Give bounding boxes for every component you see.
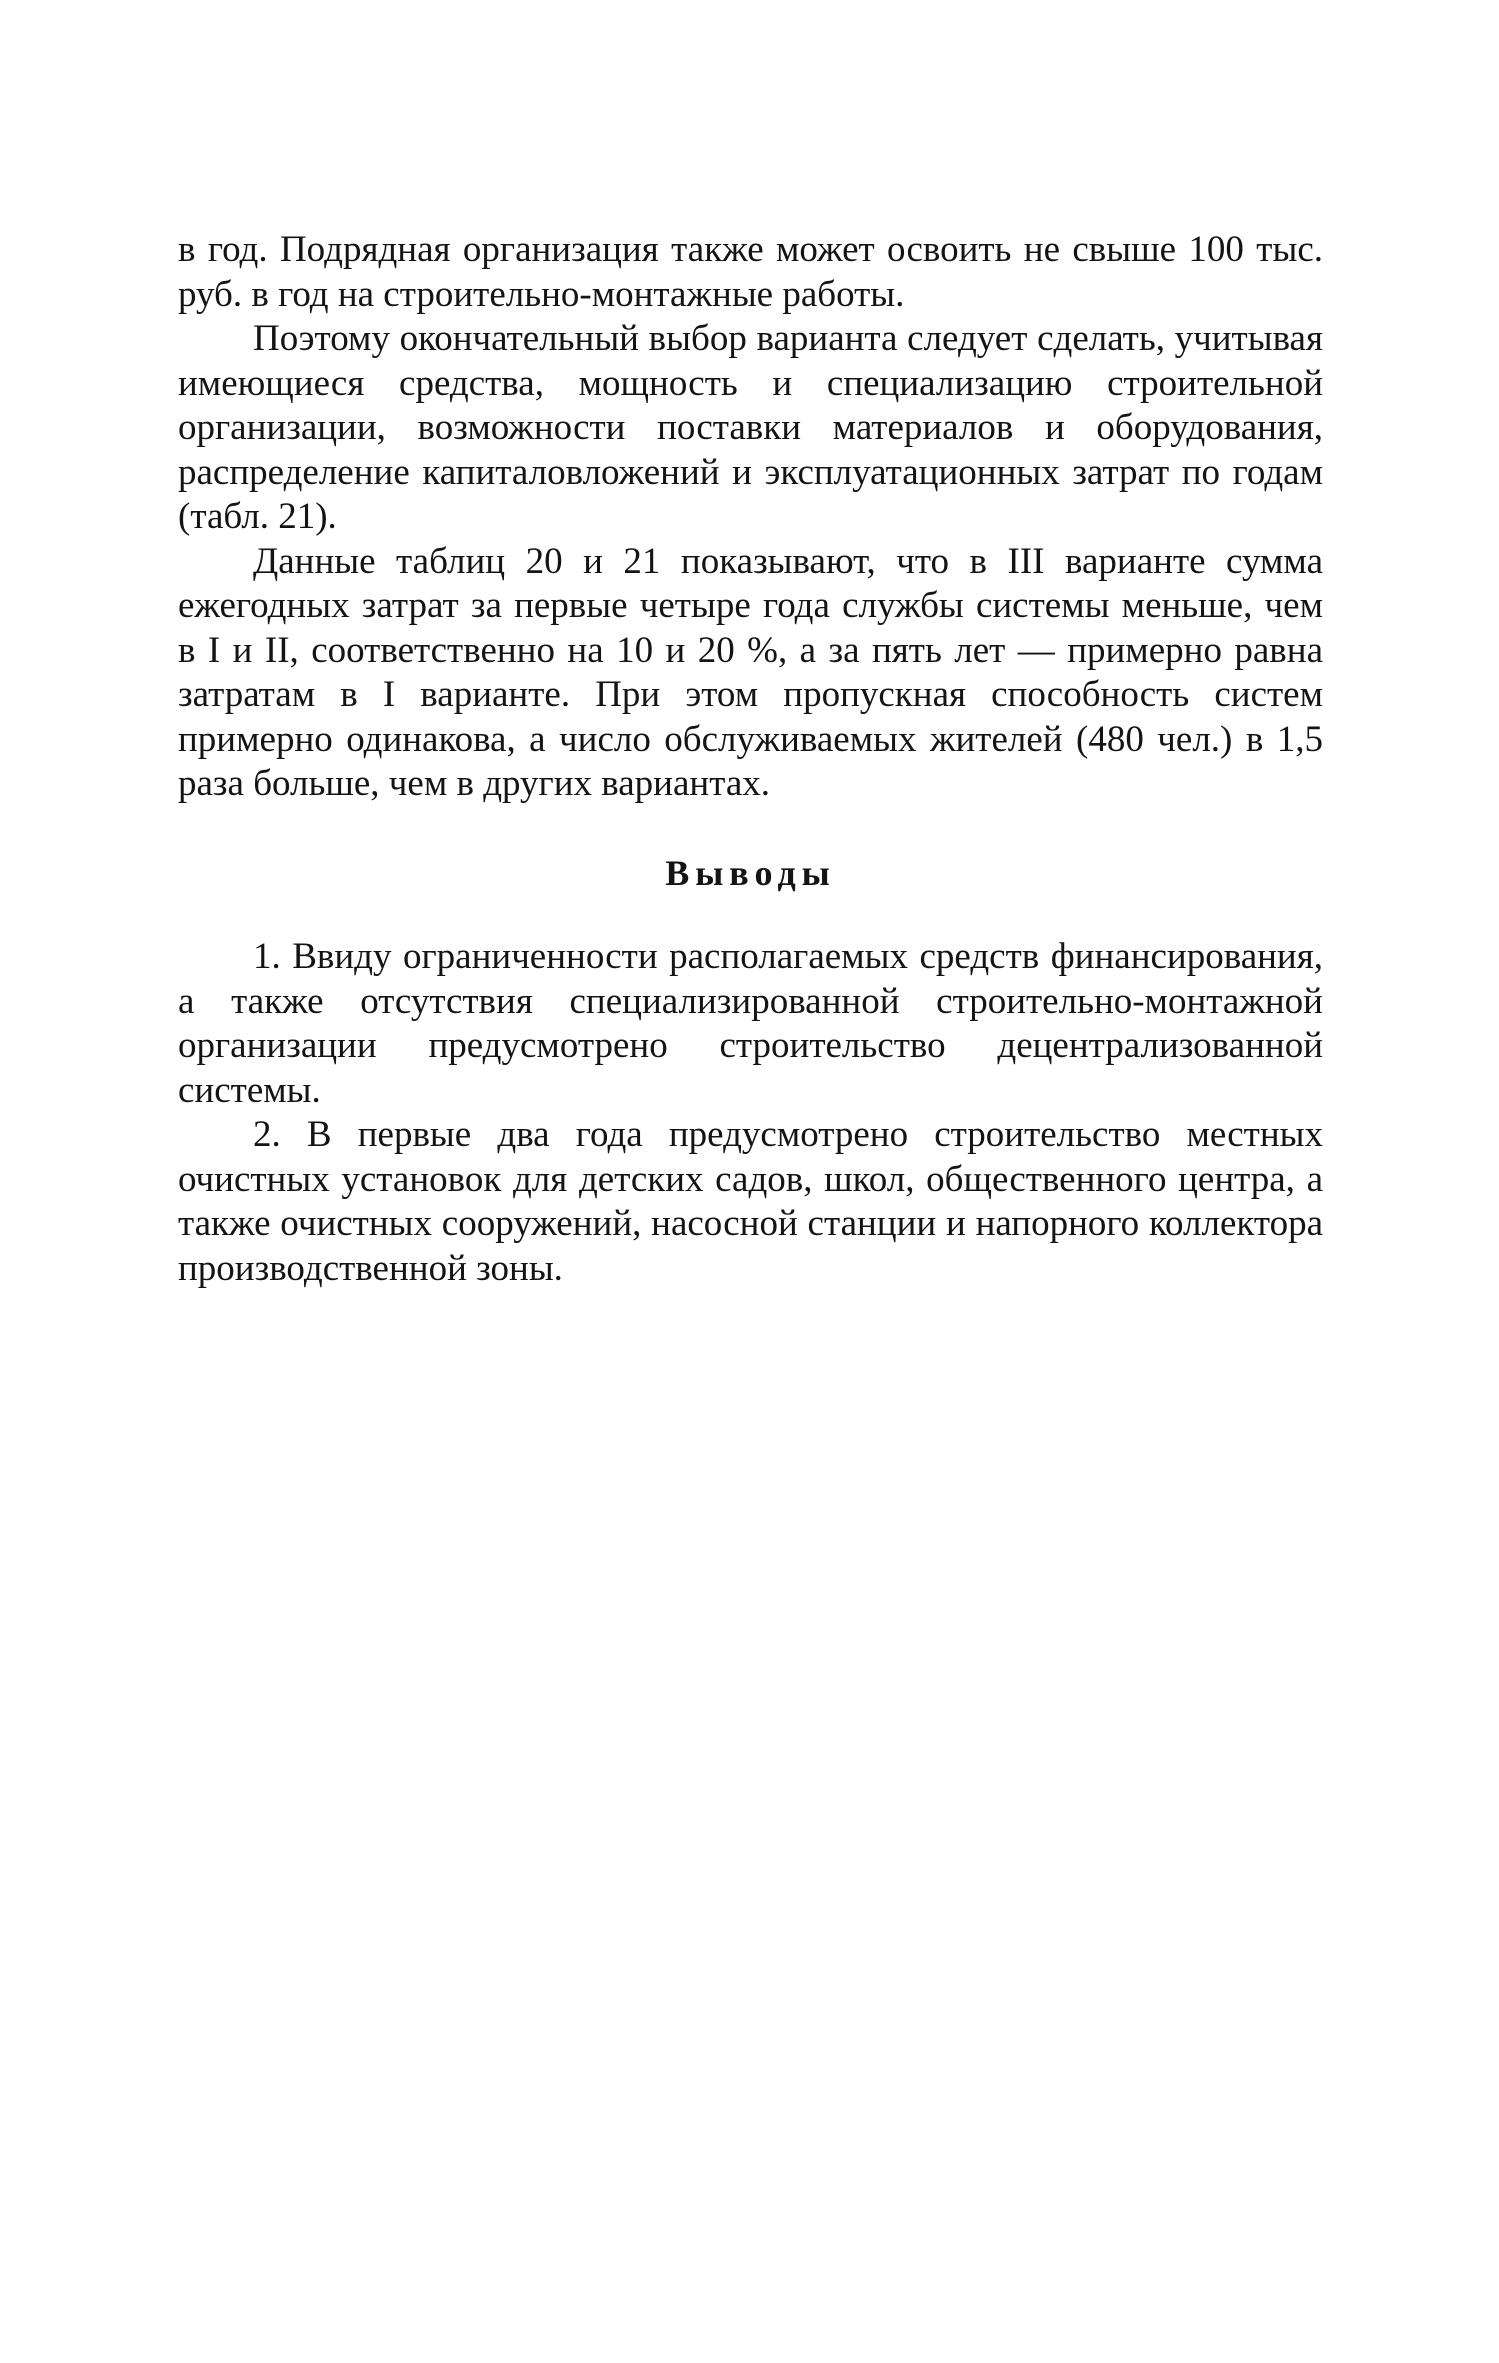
conclusion-item-1: 1. Ввиду ограниченности располагаемых средств финансирования, а также отсутствия специализированной строительно-монтажной организации предусмотрено строительство децентрализованной системы. (178, 936, 1323, 1111)
paragraph-variant-choice: Поэтому окончательный выбор варианта следует сделать, учитывая имеющиеся средства, мощность и специализацию строительной организации, возможности поставки материалов и оборудования, распределение капиталовложений и эксплуатационных затрат по годам (табл. 21). (178, 318, 1323, 537)
document-body (178, 228, 1323, 1291)
paragraph-tables-comparison: Данные таблиц 20 и 21 показывают, что в III варианте сумма ежегодных затрат за первые четыре года службы системы меньше, чем в I и II, соответственно на 10 и 20 %, а за пять лет — примерно равна затратам в I варианте. При этом пропускная способность систем примерно одинакова, а число обслуживаемых жителей (480 чел.) в 1,5 раза больше, чем в других вариантах. (178, 540, 1323, 804)
paragraph-continuation: в год. Подрядная организация также может освоить не свыше 100 тыс. руб. в год на строительно-монтажные работы. (178, 229, 1323, 315)
conclusions-heading: Выводы (665, 852, 836, 893)
conclusion-item-2: 2. В первые два года предусмотрено строительство местных очистных установок для детских садов, школ, общественного центра, а также очистных сооружений, насосной станции и напорного коллектора производственной зоны. (178, 1114, 1323, 1289)
